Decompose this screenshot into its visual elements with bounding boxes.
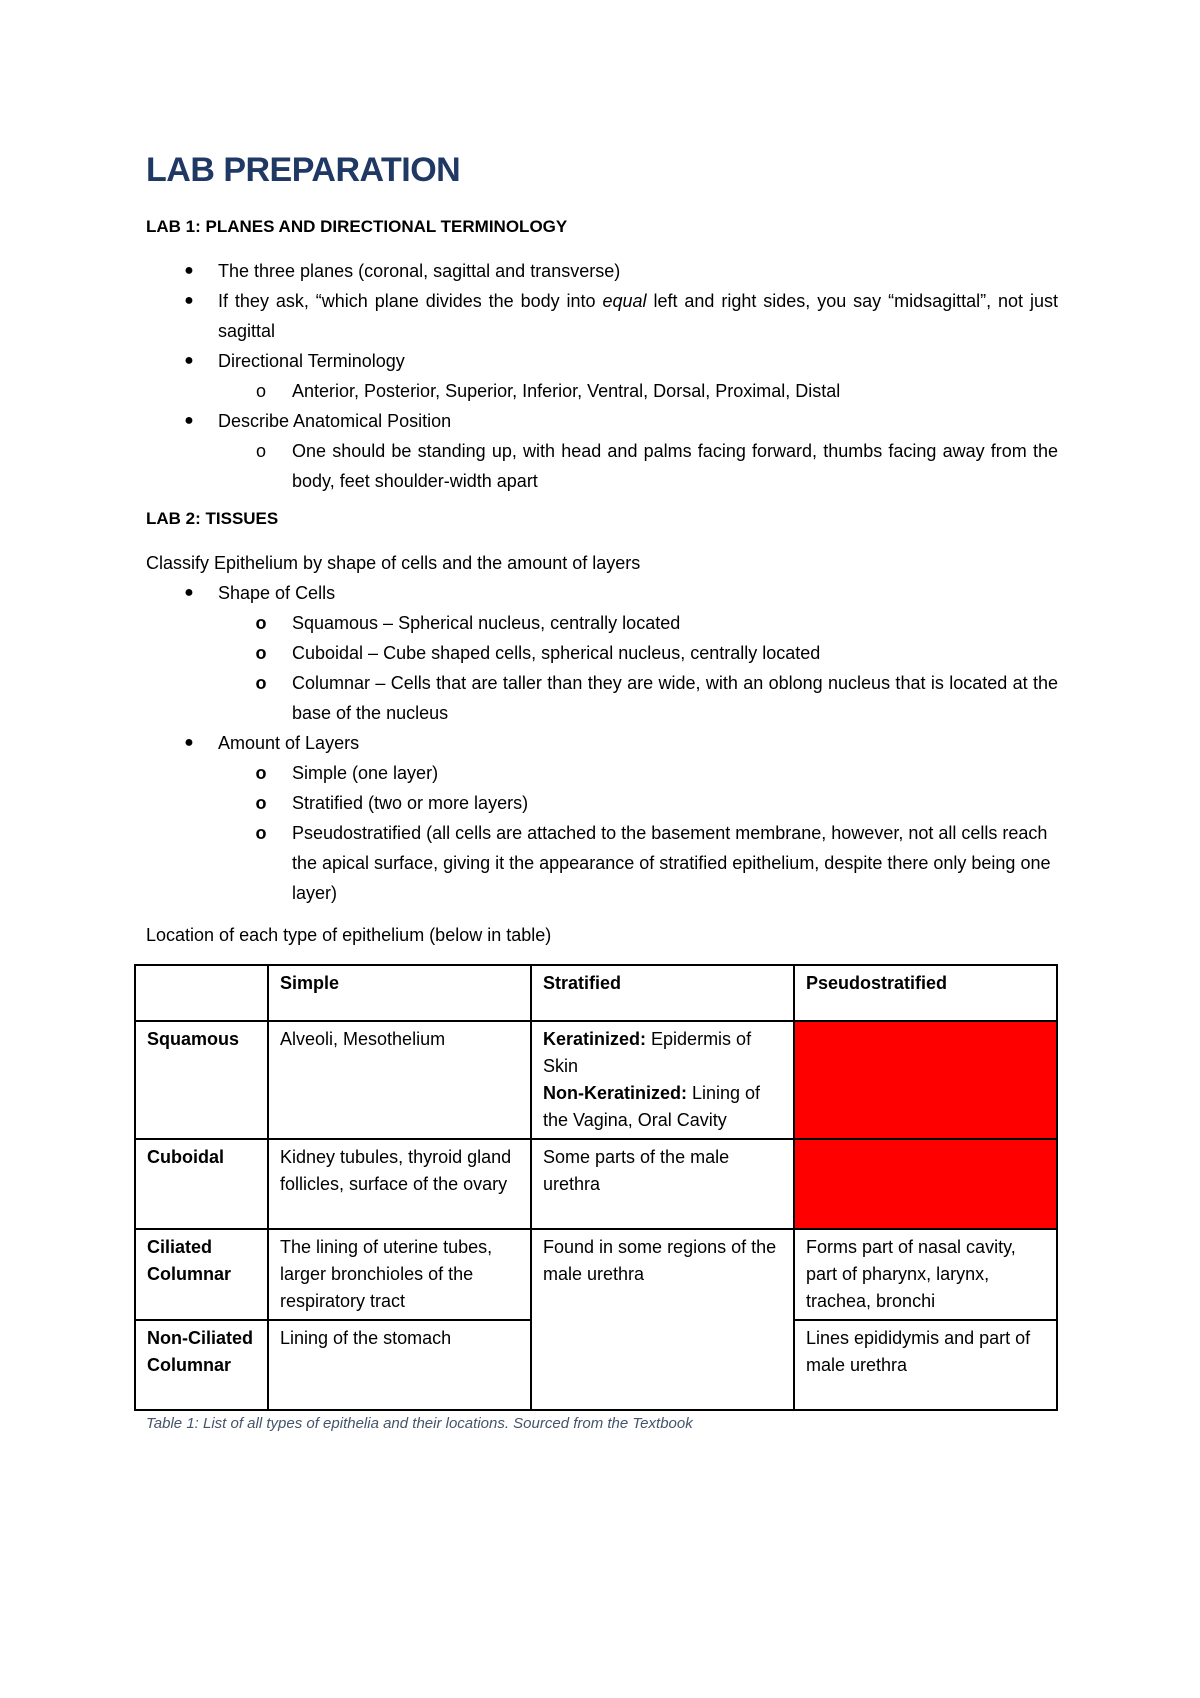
sub-list-container [146,758,1058,908]
table-cell: Alveoli, Mesothelium [268,1021,531,1139]
sub-list-item [146,788,1058,818]
keratinized-label: Keratinized: [543,1029,647,1049]
circle-bullet-icon: o [255,823,267,843]
bullet-icon: ● [184,292,194,309]
table-caption: Table 1: List of all types of epithelia and their locations. Sourced from the Textbook [146,1415,693,1432]
table-cell: Some parts of the male urethra [531,1139,794,1229]
table-row [135,1229,1057,1320]
circle-bullet-icon: o [255,441,266,461]
list-item [146,728,1058,758]
circle-bullet-icon: o [255,381,266,401]
lab1-list [146,256,1058,496]
sub-list [146,608,1058,728]
sub-list [146,376,1058,406]
list-item-text: Shape of Cells [218,583,336,603]
lab2-list [146,578,1058,908]
sub-list [146,758,1058,908]
lab1-heading: LAB 1: PLANES AND DIRECTIONAL TERMINOLOGY [146,217,568,236]
table-header-row [135,965,1057,1021]
sub-list-container [146,436,1058,496]
sub-list [146,436,1058,496]
list-item [146,346,1058,376]
table-row [135,1021,1057,1139]
list-item-text: The three planes (coronal, sagittal and transverse) [218,261,621,281]
circle-bullet-icon: o [255,643,267,663]
row-header-cell: Ciliated Columnar [135,1229,268,1320]
circle-bullet-icon: o [255,763,267,783]
list-item-text: If they ask, “which plane divides the body into [218,291,603,311]
list-item-text: Directional Terminology [218,351,405,371]
bullet-icon: ● [184,584,194,601]
epithelium-table [134,964,1058,1411]
circle-bullet-icon: o [255,673,267,693]
keratinized-text: Epidermis of Skin [543,1029,752,1076]
non-keratinized-text: Lining of the Vagina, Oral Cavity [543,1083,761,1130]
bullet-icon: ● [184,352,194,369]
empty-red-cell [794,1021,1057,1139]
list-item [146,406,1058,436]
table-header-cell: Stratified [531,965,794,1021]
sub-list-item-text: Stratified (two or more layers) [292,793,529,813]
bullet-icon: ● [184,412,194,429]
table-cell: Found in some regions of the male urethra [531,1229,794,1410]
list-item-text: left and right sides, you say “midsagittal”, not just sagittal [218,291,1058,341]
table-cell: Lines epididymis and part of male urethra [794,1320,1057,1410]
sub-list-item [146,436,1058,496]
location-intro: Location of each type of epithelium (below in table) [146,925,552,945]
sub-list-item [146,818,1058,908]
sub-list-item-text: Anterior, Posterior, Superior, Inferior, Ventral, Dorsal, Proximal, Distal [292,381,841,401]
list-item [146,578,1058,608]
table-header-cell [135,965,268,1021]
bullet-icon: ● [184,734,194,751]
document-content [146,150,1058,1435]
sub-list-item [146,608,1058,638]
row-header-cell: Non-Ciliated Columnar [135,1320,268,1410]
document-title: LAB PREPARATION [146,151,461,189]
sub-list-item [146,376,1058,406]
table-header-cell: Pseudostratified [794,965,1057,1021]
empty-red-cell [794,1139,1057,1229]
table-cell: Kidney tubules, thyroid gland follicles, surface of the ovary [268,1139,531,1229]
list-item-text: Describe Anatomical Position [218,411,452,431]
row-header-cell: Cuboidal [135,1139,268,1229]
sub-list-item [146,668,1058,728]
list-item-text: Amount of Layers [218,733,360,753]
table-cell: Lining of the stomach [268,1320,531,1410]
sub-list-item-text: Columnar – Cells that are taller than they are wide, with an oblong nucleus that is located at the base of the nucleus [292,673,1058,723]
sub-list-item-text: Pseudostratified (all cells are attached to the basement membrane, however, not all cells reach the apical surface, giving it the appearance of stratified epithelium, despite there only being one layer) [292,823,1051,903]
table-header-cell: Simple [268,965,531,1021]
sub-list-item-text: Simple (one layer) [292,763,439,783]
circle-bullet-icon: o [255,613,267,633]
bullet-icon: ● [184,262,194,279]
list-item [146,286,1058,346]
table-cell [531,1021,794,1139]
sub-list-item-text: One should be standing up, with head and palms facing forward, thumbs facing away from the body, feet shoulder-width apart [292,441,1058,491]
circle-bullet-icon: o [255,793,267,813]
table-cell: Forms part of nasal cavity, part of pharynx, larynx, trachea, bronchi [794,1229,1057,1320]
lab2-intro: Classify Epithelium by shape of cells and the amount of layers [146,553,641,573]
sub-list-item [146,638,1058,668]
list-item [146,256,1058,286]
row-header-cell: Squamous [135,1021,268,1139]
emphasis-text: equal [602,291,647,311]
lab2-heading: LAB 2: TISSUES [146,509,279,528]
sub-list-item-text: Squamous – Spherical nucleus, centrally located [292,613,681,633]
sub-list-container [146,376,1058,406]
non-keratinized-label: Non-Keratinized: [543,1083,687,1103]
sub-list-item [146,758,1058,788]
table-cell: The lining of uterine tubes, larger bronchioles of the respiratory tract [268,1229,531,1320]
table-row [135,1139,1057,1229]
sub-list-item-text: Cuboidal – Cube shaped cells, spherical nucleus, centrally located [292,643,821,663]
sub-list-container [146,608,1058,728]
